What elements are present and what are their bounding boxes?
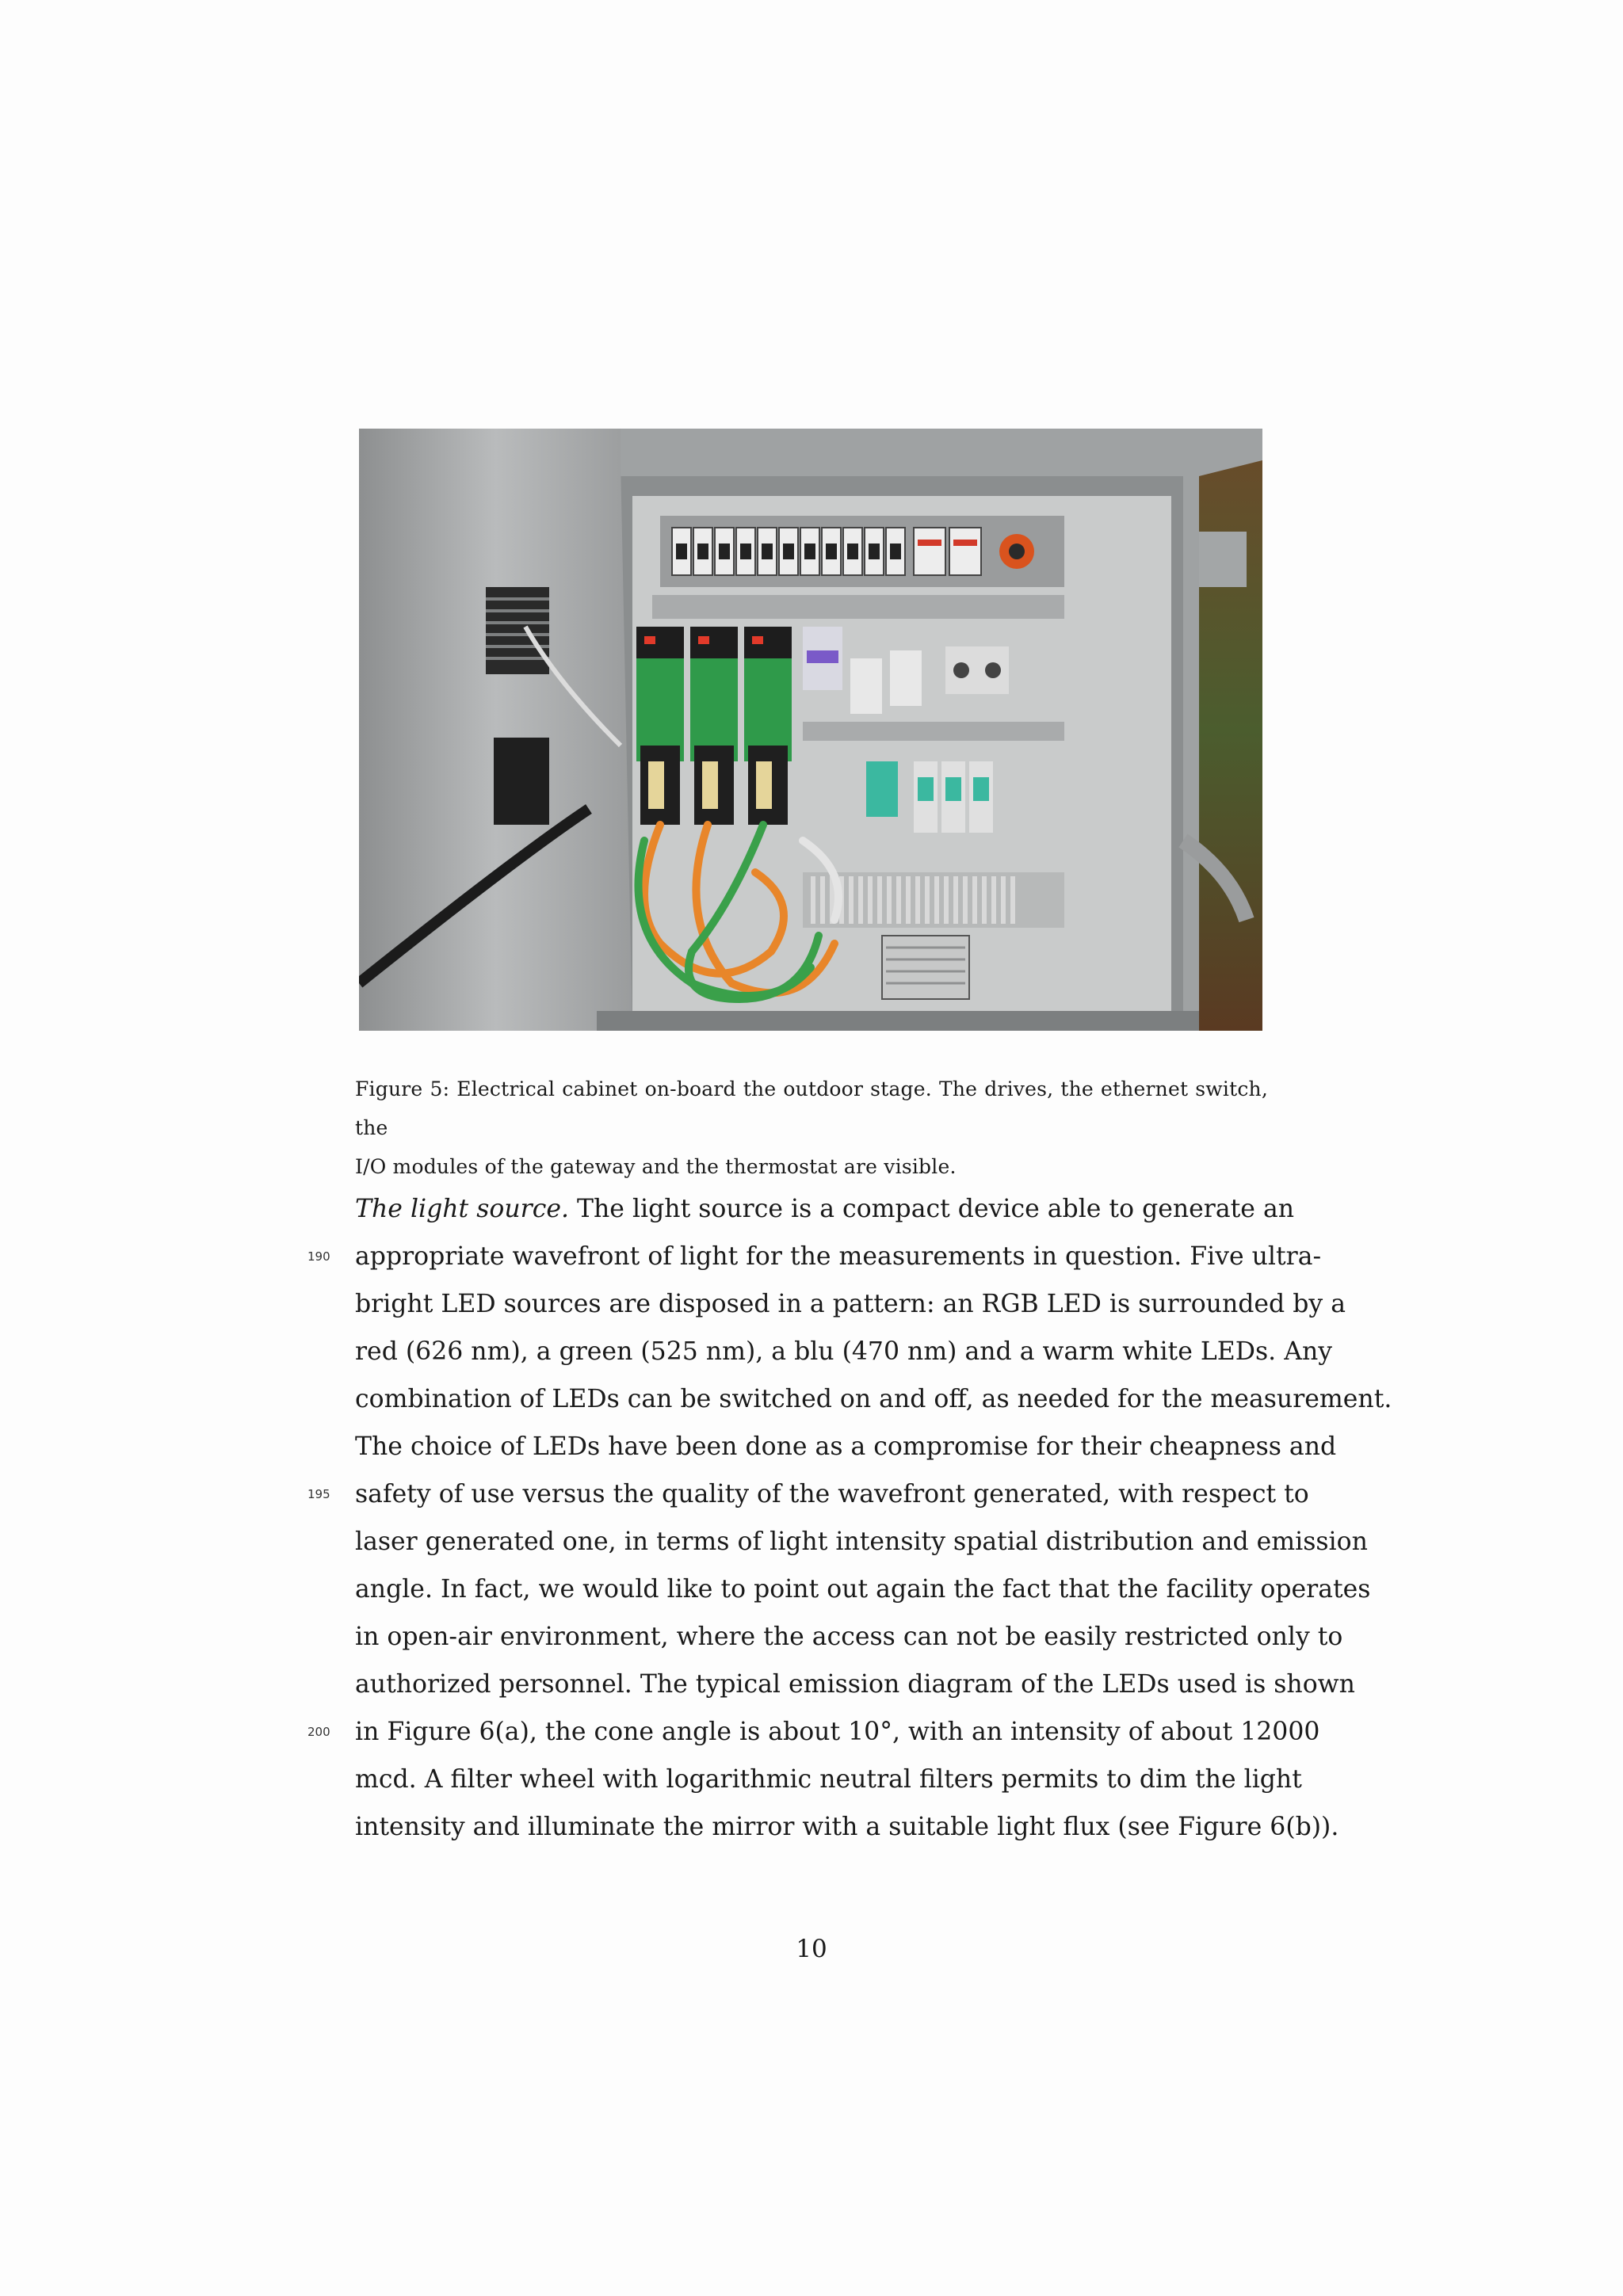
line-text: laser generated one, in terms of light intensity spatial distribution and emission [355,1527,1368,1556]
line-text: in Figure 6(a), the cone angle is about 10°, with an intensity of about 12000 [355,1718,1320,1746]
paragraph-line-12 [307,1708,1320,1756]
line-text: safety of use versus the quality of the wavefront generated, with respect to [355,1480,1309,1508]
paragraph-heading: The light source. [355,1195,569,1223]
caption-line-2: I/O modules of the gateway and the thermostat are visible. [355,1155,957,1178]
paragraph-line-3 [355,1280,1346,1328]
paragraph-line-6 [355,1423,1337,1470]
paragraph-line-11 [355,1661,1355,1708]
paragraph-line-14 [355,1803,1339,1851]
line-text: The choice of LEDs have been done as a compromise for their cheapness and [355,1432,1337,1461]
line-number: 200 [307,1725,330,1739]
line-text: red (626 nm), a green (525 nm), a blu (470 nm) and a warm white LEDs. Any [355,1337,1333,1366]
paragraph-line-8 [355,1518,1368,1566]
paragraph-line-2 [307,1233,1322,1280]
line-text: appropriate wavefront of light for the measurements in question. Five ultra- [355,1242,1322,1271]
paragraph-line-13 [355,1756,1302,1803]
line-text: mcd. A filter wheel with logarithmic neutral filters permits to dim the light [355,1765,1302,1794]
figure-caption [355,1070,1268,1186]
line-text: bright LED sources are disposed in a pattern: an RGB LED is surrounded by a [355,1290,1346,1318]
paragraph-line-5 [355,1375,1392,1423]
paragraph-line-10 [355,1613,1343,1661]
line-text: The light source is a compact device able to generate an [569,1195,1295,1223]
line-text: angle. In fact, we would like to point out again the fact that the facility operates [355,1575,1371,1604]
paragraph-line-7 [307,1470,1309,1518]
paragraph-line-1 [355,1185,1295,1233]
line-number: 195 [307,1487,330,1501]
caption-line-1: Figure 5: Electrical cabinet on-board the outdoor stage. The drives, the ethernet switch, the [355,1077,1268,1139]
paragraph-line-4 [355,1328,1333,1375]
paragraph-line-9 [355,1566,1371,1613]
drives [636,627,792,825]
line-text: combination of LEDs can be switched on and off, as needed for the measurement. [355,1385,1392,1413]
line-text: in open-air environment, where the access can not be easily restricted only to [355,1623,1343,1651]
figure-5-photo [359,429,1262,1031]
electrical-cabinet-photo [359,429,1262,1031]
line-number: 190 [307,1249,330,1264]
line-text: intensity and illuminate the mirror with a suitable light flux (see Figure 6(b)). [355,1813,1339,1841]
line-text: authorized personnel. The typical emission diagram of the LEDs used is shown [355,1670,1355,1699]
page-number: 10 [796,1935,827,1963]
